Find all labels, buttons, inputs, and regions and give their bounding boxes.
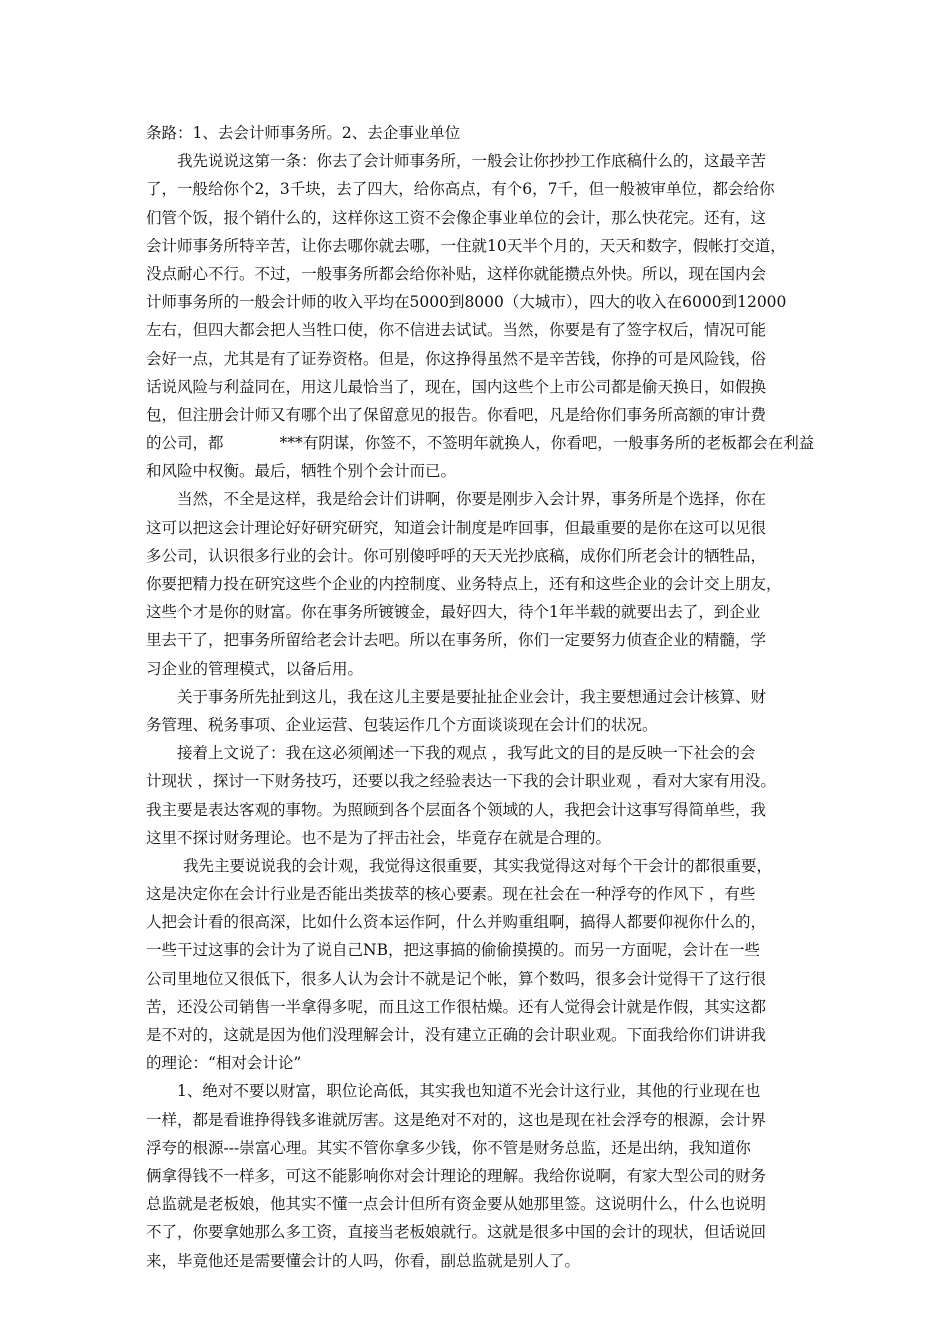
text-line: 了，一般给你个2，3千块，去了四大，给你高点，有个6，7千，但一般被审单位，都会给你 <box>146 180 775 199</box>
text-line: 我先主要说说我的会计观，我觉得这很重要，其实我觉得这对每个干会计的都很重要， <box>183 856 773 875</box>
text-line: 没点耐心不行。不过，一般事务所都会给你补贴，这样你就能攒点外快。所以，现在国内会 <box>146 264 767 283</box>
text-line: 的理论：“相对会计论” <box>146 1054 302 1073</box>
text-line: 1、绝对不要以财富，职位论高低，其实我也知道不光会计这行业，其他的行业现在也 <box>177 1082 761 1101</box>
text-line: 左右，但四大都会把人当牲口使，你不信进去试试。当然，你要是有了签字权后，情况可能 <box>146 321 767 340</box>
text-fragment: 的公司，都 <box>146 434 224 453</box>
text-line: 苦，还没公司销售一半拿得多呢，而且这工作很枯燥。还有人觉得会计就是作假，其实这都 <box>146 997 767 1016</box>
text-line: 包，但注册会计师又有哪个出了保留意见的报告。你看吧，凡是给你们事务所高额的审计费 <box>146 405 767 424</box>
text-line: 我主要是表达客观的事物。为照顾到各个层面各个领域的人，我把会计这事写得简单些，我 <box>146 800 767 819</box>
text-line: 总监就是老板娘，他其实不懂一点会计但所有资金要从她那里签。这说明什么，什么也说明 <box>146 1195 767 1214</box>
text-line: 计师事务所的一般会计师的收入平均在5000到8000（大城市），四大的收入在6000到12000 <box>146 293 787 312</box>
text-line: 们管个饭，报个销什么的，这样你这工资不会像企事业单位的会计，那么快花完。还有，这 <box>146 208 767 227</box>
text-line: 公司里地位又很低下，很多人认为会计不就是记个帐，算个数吗，很多会计觉得干了这行很 <box>146 969 767 988</box>
text-line: 计现状 ，探讨一下财务技巧，还要以我之经验表达一下我的会计职业观 ，看对大家有用没。 <box>146 772 776 791</box>
text-line: 务管理、税务事项、企业运营、包装运作几个方面谈谈现在会计们的状况。 <box>146 715 658 734</box>
text-line: 你要把精力投在研究这些个企业的内控制度、业务特点上，还有和这些企业的会计交上朋友， <box>146 575 782 593</box>
text-line: 这可以把这会计理论好好研究研究，知道会计制度是咋回事，但最重要的是你在这可以见很 <box>146 518 767 537</box>
text-line: 俩拿得钱不一样多，可这不能影响你对会计理论的理解。我给你说啊，有家大型公司的财务 <box>146 1166 767 1185</box>
text-line: 我先说说这第一条：你去了会计师事务所，一般会让你抄抄工作底稿什么的，这最辛苦 <box>177 152 767 171</box>
document-page <box>146 119 886 1275</box>
text-line: 条路：1、去会计师事务所。2、去企事业单位 <box>146 124 461 142</box>
text-line: 来，毕竟他还是需要懂会计的人吗，你看，副总监就是别人了。 <box>146 1251 581 1270</box>
text-line: 不了，你要拿她那么多工资，直接当老板娘就行。这就是很多中国的会计的现状，但话说回 <box>146 1223 767 1242</box>
text-line: 人把会计看的很高深，比如什么资本运作阿，什么并购重组啊，搞得人都要仰视你什么的， <box>146 913 767 932</box>
text-line: 一些干过这事的会计为了说自己NB，把这事搞的偷偷摸摸的。而另一方面呢，会计在一些 <box>146 941 760 960</box>
text-line: 浮夸的根源---崇富心理。其实不管你拿多少钱，你不管是财务总监，还是出纳，我知道你 <box>146 1138 751 1157</box>
text-line: 一样，都是看谁挣得钱多谁就厉害。这是绝对不对的，这也是现在社会浮夸的根源，会计界 <box>146 1110 767 1129</box>
text-line: 会计师事务所特辛苦，让你去哪你就去哪，一住就10天半个月的，天天和数字，假帐打交道， <box>146 236 786 255</box>
text-line: 这是决定你在会计行业是否能出类拔萃的核心要素。现在社会在一种浮夸的作风下 ，有些 <box>146 885 756 904</box>
text-fragment: ***有阴谋，你签不，不签明年就换人，你看吧，一般事务所的老板都会在利益 <box>279 434 815 453</box>
text-line: 这些个才是你的财富。你在事务所镀镀金，最好四大，待个1年半载的就要出去了，到企业 <box>146 603 761 622</box>
text-line: 会好一点，尤其是有了证券资格。但是，你这挣得虽然不是辛苦钱，你挣的可是风险钱，俗 <box>146 349 767 368</box>
text-line: 关于事务所先扯到这儿，我在这儿主要是要扯扯企业会计，我主要想通过会计核算、财 <box>177 687 767 706</box>
text-line: 当然，不全是这样，我是给会计们讲啊，你要是刚步入会计界，事务所是个选择，你在 <box>177 490 767 509</box>
text-line: 接着上文说了：我在这必须阐述一下我的观点 ，我写此文的目的是反映一下社会的会 <box>177 744 756 763</box>
text-line: 习企业的管理模式，以备后用。 <box>146 659 364 678</box>
text-line: 是不对的，这就是因为他们没理解会计，没有建立正确的会计职业观。下面我给你们讲讲我 <box>146 1026 767 1044</box>
text-line: 这里不探讨财务理论。也不是为了抨击社会，毕竟存在就是合理的。 <box>146 828 612 847</box>
text-line: 多公司，认识很多行业的会计。你可别傻呼呼的天天光抄底稿，成你们所老会计的牺牲品， <box>146 546 767 565</box>
text-line: 和风险中权衡。最后，牺牲个别个会计而已。 <box>146 462 457 481</box>
text-line-split <box>146 429 886 457</box>
text-line: 里去干了，把事务所留给老会计去吧。所以在事务所，你们一定要努力侦查企业的精髓，学 <box>146 631 767 650</box>
text-line: 话说风险与利益同在，用这儿最恰当了，现在，国内这些个上市公司都是偷天换日，如假换 <box>146 377 767 396</box>
